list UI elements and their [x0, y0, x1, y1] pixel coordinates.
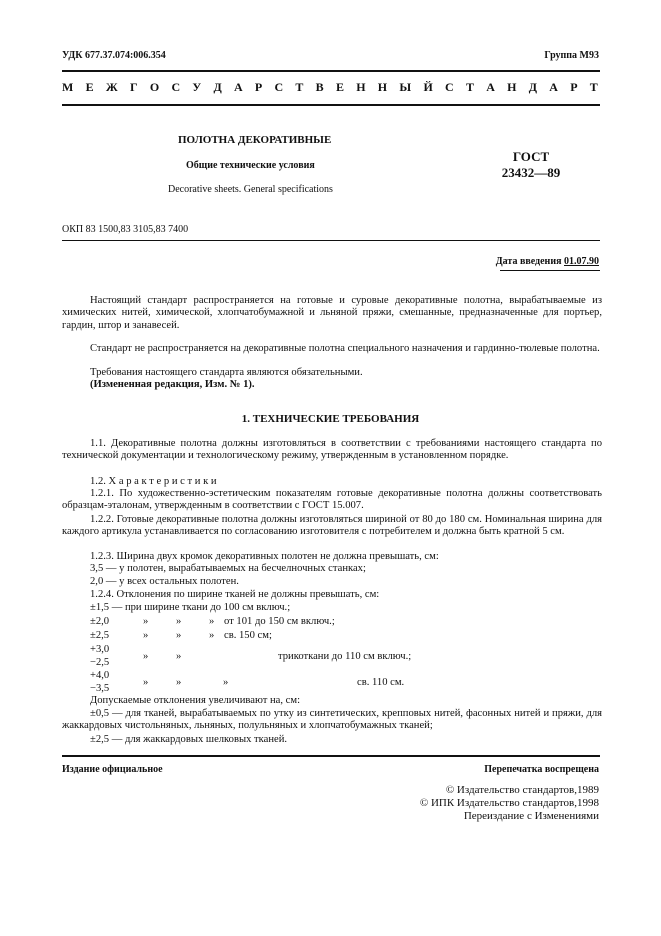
selvage-1: 3,5 — у полотен, вырабатываемых на бесчелночных станках; [90, 563, 366, 574]
tolerance-row-4-plus: +3,0 [90, 644, 110, 655]
tolerance-row-4-minus: −2,5 [90, 657, 110, 668]
ditto-mark: » [176, 651, 182, 662]
clause-1-2: 1.2. Х а р а к т е р и с т и к и [90, 476, 217, 487]
intro-date-value: 01.07.90 [564, 256, 599, 267]
copyright-1998: © ИПК Издательство стандартов,1998 [419, 797, 599, 809]
reissue-note: Переиздание с Изменениями [463, 810, 599, 822]
intro-date-label: Дата введения [495, 256, 562, 267]
ditto-mark: » [143, 616, 149, 627]
intro-amendment: (Измененная редакция, Изм. № 1). [90, 379, 255, 390]
tolerance-row-5-plus: +4,0 [90, 670, 110, 681]
tolerance-row-2-text: от 101 до 150 см включ.; [224, 616, 335, 627]
document-title: ПОЛОТНА ДЕКОРАТИВНЫЕ [178, 134, 332, 146]
section-heading: 1. ТЕХНИЧЕСКИЕ ТРЕБОВАНИЯ [241, 413, 420, 425]
tolerance-row-3-text: св. 150 см; [224, 630, 272, 641]
official-edition: Издание официальное [62, 764, 163, 775]
clause-1-2-2: 1.2.2. Готовые декоративные полотна должны изготовляться шириной от 80 до 180 см. Номинальная ширина для каждого артикула устанавливается по согласованию изготовителя с потребителем и должна быть кратной 5 см. [62, 514, 602, 538]
tolerance-row-5-minus: −3,5 [90, 683, 110, 694]
tolerance-row-4-text: трикоткани до 110 см включ.; [278, 651, 412, 662]
allowance-2: ±2,5 — для жаккардовых шелковых тканей. [90, 734, 288, 745]
allowance-intro: Допускаемые отклонения увеличивают на, см: [90, 695, 301, 706]
reprint-prohibited: Перепечатка воспрещена [484, 764, 599, 775]
okp-codes: ОКП 83 1500,83 3105,83 7400 [62, 224, 189, 235]
clause-1-2-3: 1.2.3. Ширина двух кромок декоративных полотен не должна превышать, см: [90, 551, 439, 562]
banner-rule [62, 104, 600, 106]
ditto-mark: » [223, 677, 229, 688]
tolerance-row-2-value: ±2,0 [90, 616, 110, 627]
intro-paragraph-2: Стандарт не распространяется на декоративные полотна специального назначения и гардинно-тюлевые полотна. [90, 343, 600, 354]
udk-code: УДК 677.37.074:006.354 [62, 50, 166, 61]
tolerance-row-1: ±1,5 — при ширине ткани до 100 см включ.; [90, 602, 291, 613]
ditto-mark: » [143, 630, 149, 641]
gost-label: ГОСТ [512, 149, 550, 164]
group-code: Группа М93 [544, 50, 599, 61]
footer-rule [62, 755, 600, 757]
ditto-mark: » [209, 630, 215, 641]
ditto-mark: » [176, 630, 182, 641]
top-rule [62, 70, 600, 72]
copyright-1989: © Издательство стандартов,1989 [445, 784, 599, 796]
tolerance-row-5-text: св. 110 см. [357, 677, 405, 688]
standard-banner: М Е Ж Г О С У Д А Р С Т В Е Н Н Ы Й С Т А Н Д А Р Т [62, 80, 600, 94]
ditto-mark: » [143, 651, 149, 662]
intro-paragraph-3: Требования настоящего стандарта являются обязательными. [90, 367, 363, 378]
intro-date [496, 256, 599, 267]
document-subtitle: Общие технические условия [186, 160, 315, 171]
intro-paragraph-1: Настоящий стандарт распространяется на готовые и суровые декоративные полотна, вырабатываемые из химических нитей, химической, хлопчатобумажной и льняной пряжи, смешанные, предназначенные для портьер, гардин, штор и занавесей. [62, 295, 602, 331]
gost-number: 23432—89 [501, 165, 561, 180]
selvage-2: 2,0 — у всех остальных полотен. [90, 576, 239, 587]
title-rule [62, 240, 600, 241]
clause-1-2-4: 1.2.4. Отклонения по ширине тканей не должны превышать, см: [90, 589, 380, 600]
clause-1-1: 1.1. Декоративные полотна должны изготовляться в соответствии с требованиями настоящего стандарта по технической документации и технологическому режиму, утвержденным в установленном порядке. [62, 438, 602, 462]
ditto-mark: » [176, 616, 182, 627]
tolerance-row-3-value: ±2,5 [90, 630, 110, 641]
ditto-mark: » [143, 677, 149, 688]
date-rule [500, 270, 600, 271]
clause-1-2-1: 1.2.1. По художественно-эстетическим показателям готовые декоративные полотна должны соответствовать образцам-эталонам, утвержденным в соответствии с ГОСТ 15.007. [62, 488, 602, 512]
allowance-1: ±0,5 — для тканей, вырабатываемых по утку из синтетических, крепповых нитей, фасонных нитей и пряжи, для жаккардовых чистольняных, льняных, полульняных и хлопчатобумажных тканей; [62, 708, 602, 732]
ditto-mark: » [209, 616, 215, 627]
english-title: Decorative sheets. General specifications [168, 184, 333, 195]
ditto-mark: » [176, 677, 182, 688]
